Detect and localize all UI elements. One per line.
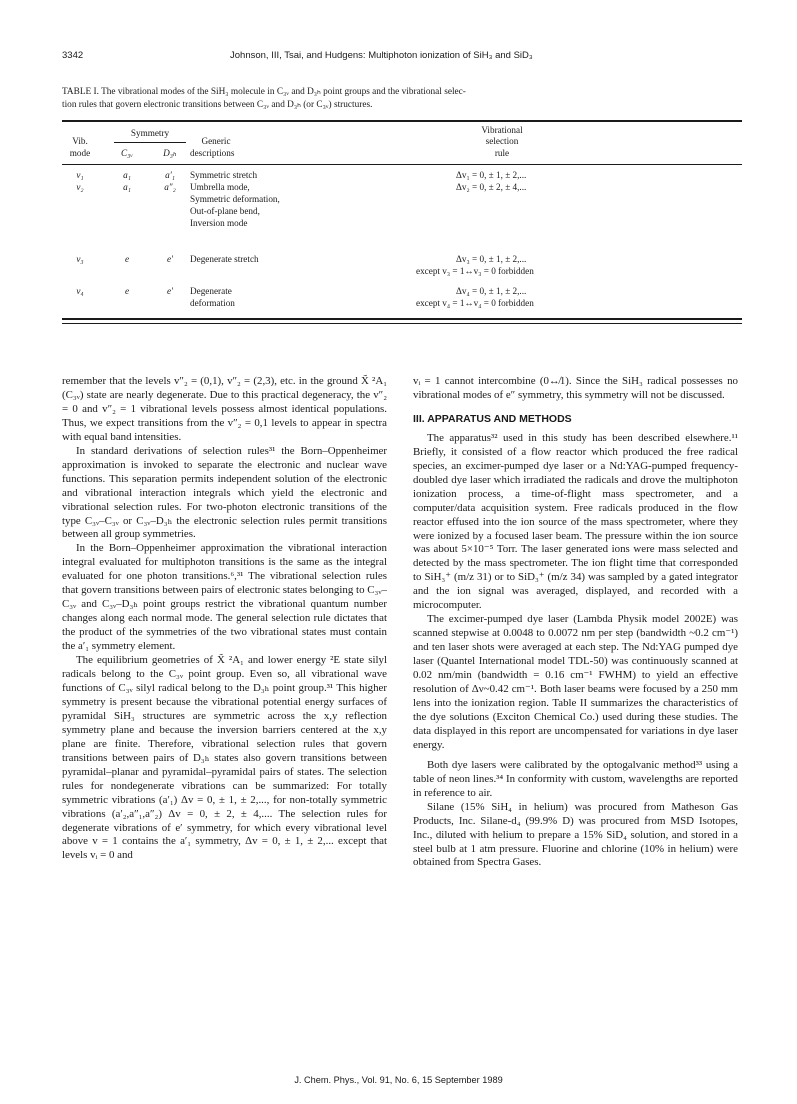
table-bottom-rule-2 xyxy=(62,323,742,324)
row-desc: Degenerate stretch xyxy=(190,254,259,264)
row-c3v: e xyxy=(124,254,130,264)
header-d3h: D₃ₕ xyxy=(163,148,177,158)
right-column xyxy=(413,375,738,870)
header-rule: rule xyxy=(494,148,510,158)
row-rule: Δv₂ = 0, ± 2, ± 4,... xyxy=(456,182,527,192)
row-mode: ν₁ xyxy=(76,170,84,180)
caption-line-2: tion rules that govern electronic transitions between C₃ᵥ and D₃ₕ (or C₃ᵥ) structures. xyxy=(62,100,373,110)
paragraph: vᵢ = 1 cannot intercombine (0↮1). Since the SiH₃ radical possesses no vibrational modes of e″ symmetry, this symmetry will not be discussed. xyxy=(413,375,738,401)
row-desc: Out-of-plane bend, xyxy=(190,206,260,216)
row-rule: Δv₄ = 0, ± 1, ± 2,... xyxy=(456,286,527,296)
paragraph: The excimer-pumped dye laser (Lambda Physik model 2002E) was scanned stepwise at 0.0048 to 0.0072 nm per step (bandwidth ~0.2 cm⁻¹) and ten laser shots were averaged at each step. The Nd:YAG pumped dye laser (Quantel International model TDL-50) was continuously scanned at 0.02 nm/min (bandwidth = 0.16 cm⁻¹ FWHM) to yield an effective resolution of Δν~0.42 cm⁻¹. Both laser beams were focused by a 250 mm lens into the ionization region. Table II summarizes the characteristics of the dye solutions (Exciton Chemical Co.) used during these studies. The data displayed in this report are uncompensated for variations in dye laser energy. xyxy=(413,613,738,751)
row-d3h: a″₂ xyxy=(164,182,176,192)
paragraph: Both dye lasers were calibrated by the optogalvanic method³³ using a table of neon lines.³⁴ In conformity with custom, wavelengths are reported in reference to air. xyxy=(413,758,738,799)
header-symmetry: Symmetry xyxy=(130,128,170,138)
header-vibrational: Vibrational xyxy=(481,125,523,135)
running-title: Johnson, III, Tsai, and Hudgens: Multiphoton ionization of SiH₃ and SiD₃ xyxy=(230,50,533,61)
header-bottom-rule xyxy=(62,164,742,165)
header-selection: selection xyxy=(485,136,519,146)
row-desc: Symmetric stretch xyxy=(190,170,258,180)
paragraph: remember that the levels v″₂ = (0,1), v″₂ = (2,3), etc. in the ground X̃ ²A₁ (C₃ᵥ) state are nearly degenerate. Due to this practical degeneracy, the v″₂ = 0 and v″₂ = 1 vibrational levels possess almost identical populations. Thus, we expect transitions from the v″₂ = 0,1 levels to appear in spectra with equal band intensities. xyxy=(62,375,387,443)
row-mode: ν₄ xyxy=(76,286,84,296)
paragraph: The equilibrium geometries of X̃ ²A₁ and lower energy ²E state silyl radicals belong to the C₃ᵥ point group. Even so, all vibrational wave functions of C₃ᵥ silyl radical belong to the D₃ₕ point group.³¹ This higher symmetry is present because the vibrational potential energy surfaces of pyramidal SiH₃ structures are symmetric across the x,y reflection symmetry plane and because the inversion barriers centered at the x,y plane are finite. Therefore, vibrational selection rules that govern transitions between pairs of D₃ₕ states also govern transitions between pyramidal–planar and pyramidal–pyramidal pairs of states. The selection rules for nondegenerate vibrations can be summarized: For totally symmetric vibrations (a′₁) Δv = 0, ± 1, ± 2,..., for non-totally symmetric vibrations (a′₂,a″₁,a″₂) Δv = 0, ± 2, ± 4,.... The selection rules for degenerate vibrations of e′ symmetry, for which every vibrational level above v = 1 contains the a′₁ symmetry, Δv = 0, ± 1, ± 2,... except that levels vᵢ = 0 and xyxy=(62,654,387,862)
row-desc: deformation xyxy=(190,298,235,308)
paragraph: In standard derivations of selection rules³¹ the Born–Oppenheimer approximation is invoked to separate the electronic and nuclear wave functions. This separation permits independent solution of the electronic and vibrational interaction integrals which yield the electronic and vibrational selection rules. For two-photon electronic transitions of the type C₃ᵥ–C₃ᵥ or C₃ᵥ–D₃ₕ the electronic selection rules permit transitions between all group symmetries. xyxy=(62,444,387,541)
row-d3h: a′₁ xyxy=(165,170,175,180)
row-desc: Inversion mode xyxy=(190,218,248,228)
row-rule-exception: except v₄ = 1↔v₄ = 0 forbidden xyxy=(416,298,534,308)
caption-line-1: TABLE I. The vibrational modes of the SiH₃ molecule in C₃ᵥ and D₃ₕ point groups and the vibrational selec- xyxy=(62,87,466,97)
row-c3v: a₁ xyxy=(123,182,131,192)
table-bottom-rule xyxy=(62,318,742,320)
row-c3v: e xyxy=(124,286,130,296)
section-heading: III. APPARATUS AND METHODS xyxy=(413,412,572,425)
paragraph: The apparatus³² used in this study has been described elsewhere.¹¹ Briefly, it consisted of a flow reactor which produced the free radical species, an excimer-pumped dye laser or a Nd:YAG-pumped frequency-doubled dye laser which irradiated the radicals and drove the multiphoton ionization process, a time-of-flight mass spectrometer, and a computer/data acquisition system. Free radicals produced in the flow reactor effused into the ion source of the mass spectrometer, where they were ionized by a focused laser beam. The pressure within the ion source was about 5×10⁻⁵ Torr. The laser generated ions were mass selected and detected by the mass spectrometer. The ion flight time that corresponded to SiH₃⁺ (m/z 31) or to SiD₃⁺ (m/z 34) was sampled by a gated integrator and the ion signal was averaged, displayed, and recorded with a microcomputer. xyxy=(413,431,738,612)
row-c3v: a₁ xyxy=(123,170,131,180)
paragraph: Silane (15% SiH₄ in helium) was procured from Matheson Gas Products, Inc. Silane-d₄ (99.9% D) was procured from MSD Isotopes, Inc., diluted with helium to prepare a 15% SiD₄ solution, and stored in a steel bulb at 1 atm pressure. Fluorine and chlorine (10% in helium) were obtained from Spectra Gases. xyxy=(413,800,738,869)
page-number: 3342 xyxy=(62,50,84,61)
table-top-rule xyxy=(62,120,742,122)
table-caption xyxy=(62,86,742,112)
row-rule: Δv₁ = 0, ± 1, ± 2,... xyxy=(456,170,527,180)
row-d3h: e′ xyxy=(166,254,174,264)
row-d3h: e′ xyxy=(166,286,174,296)
row-mode: ν₂ xyxy=(76,182,84,192)
header-descriptions: descriptions xyxy=(190,148,235,158)
row-rule-exception: except v₃ = 1↔v₃ = 0 forbidden xyxy=(416,266,534,276)
header-mode: mode xyxy=(69,148,91,158)
header-generic: Generic xyxy=(201,136,231,146)
row-mode: ν₃ xyxy=(76,254,84,264)
paragraph: In the Born–Oppenheimer approximation the vibrational interaction integral evaluated for multiphoton transitions is the same as the integral evaluated for one photon transitions.⁶,³¹ The vibrational selection rules that govern transitions between pairs of electronic states belonging to C₃ᵥ–C₃ᵥ and C₃ᵥ–D₃ₕ point groups restrict the vibrational quantum number changes along each normal mode. The general selection rule dictates that the product of the symmetries of the two vibrational states must contain the a′₁ symmetry element. xyxy=(62,542,387,653)
symmetry-underline xyxy=(114,142,186,143)
header-c3v: C₃ᵥ xyxy=(121,148,133,158)
journal-footer: J. Chem. Phys., Vol. 91, No. 6, 15 September 1989 xyxy=(294,1075,503,1085)
row-desc: Degenerate xyxy=(190,286,232,296)
header-vib: Vib. xyxy=(72,136,88,146)
row-rule: Δv₃ = 0, ± 1, ± 2,... xyxy=(456,254,527,264)
row-desc: Umbrella mode, xyxy=(190,182,250,192)
left-column xyxy=(62,375,387,863)
row-desc: Symmetric deformation, xyxy=(190,194,280,204)
